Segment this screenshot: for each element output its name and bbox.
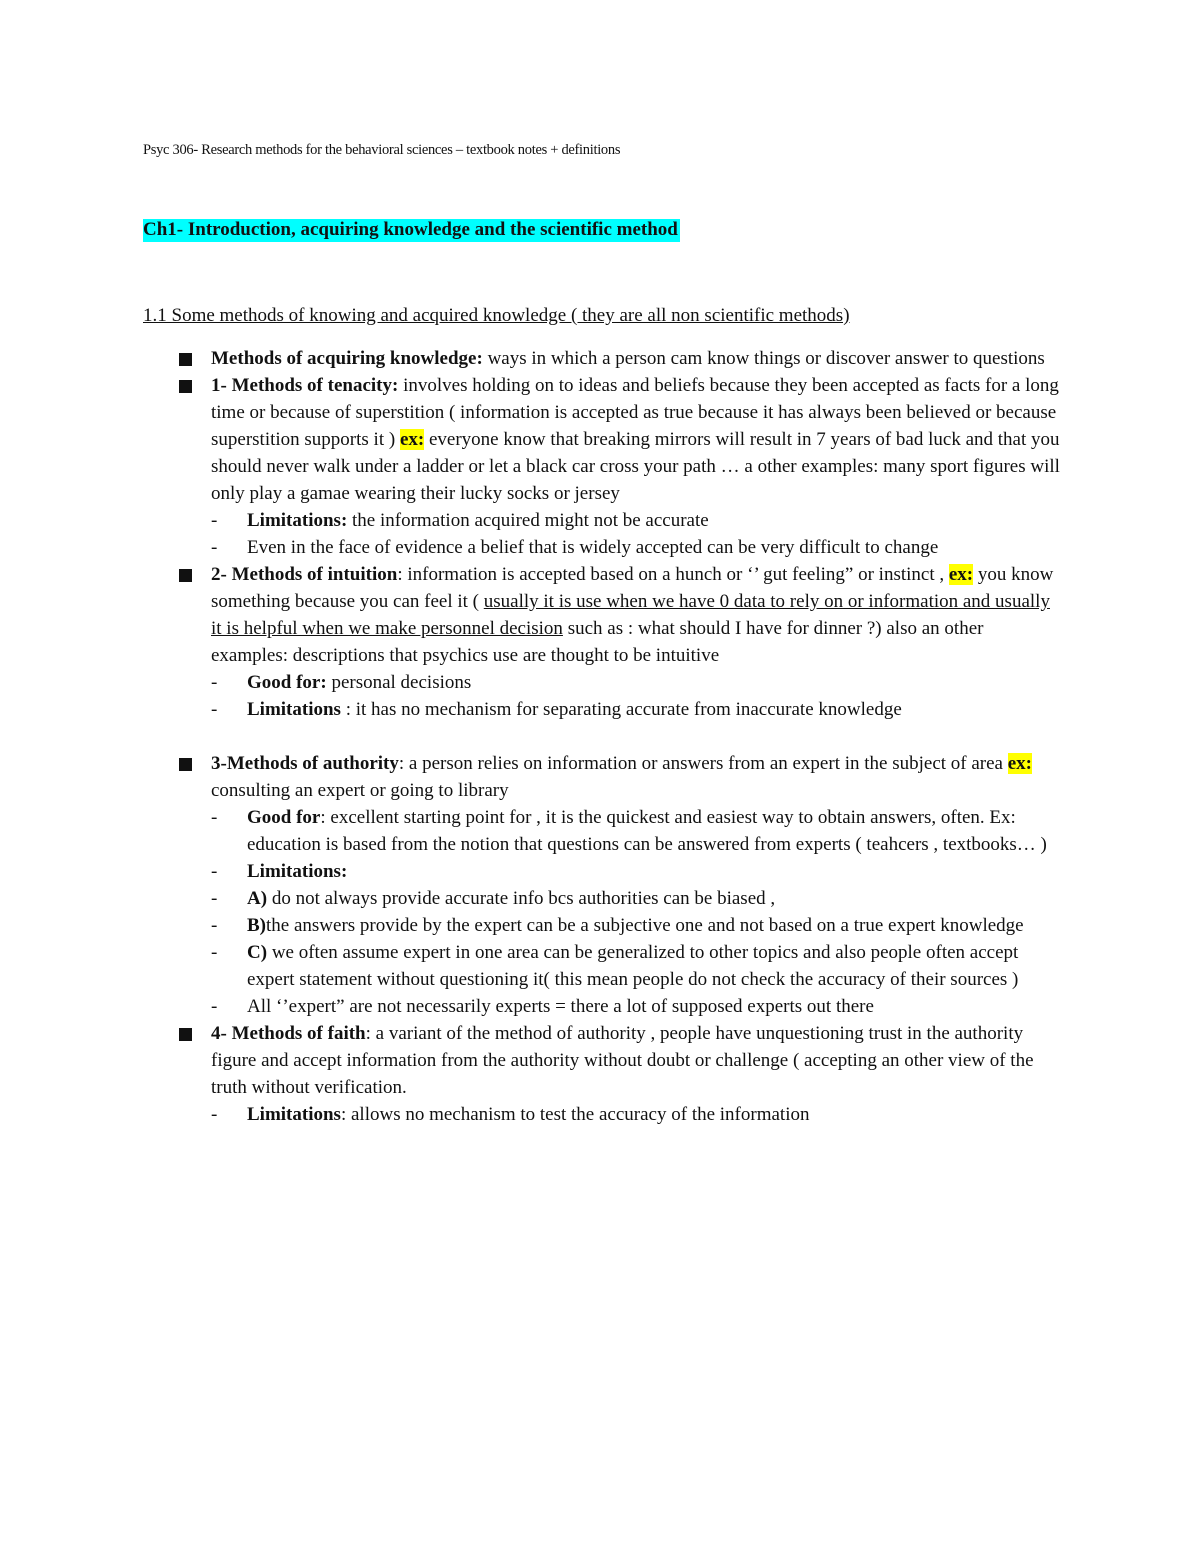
example-highlight: ex: (1007, 753, 1033, 774)
document-title: Psyc 306- Research methods for the behavioral sciences – textbook notes + definitions (143, 142, 621, 158)
chapter-heading: Ch1- Introduction, acquiring knowledge and the scientific method (143, 219, 678, 240)
example-text: everyone know that breaking mirrors will result in 7 years of bad luck and that you should never walk under a ladder or let a black car cross your path … a other examples: many sport figures will only play a gamae wearing their lucky socks or jersey (211, 429, 1060, 504)
blank-line (175, 723, 1065, 750)
term: Methods of acquiring knowledge: (211, 348, 483, 369)
sub-text: personal decisions (326, 672, 472, 693)
sub-text: Even in the face of evidence a belief that is widely accepted can be very difficult to change (247, 537, 939, 558)
section-heading: 1.1 Some methods of knowing and acquired knowledge ( they are all non scientific methods) (143, 305, 850, 326)
term: 1- Methods of tenacity: (211, 375, 399, 396)
sub-item (211, 669, 1065, 696)
sub-term: A) (247, 888, 268, 909)
sub-term: Good for (247, 807, 321, 828)
sub-term: Limitations: (247, 510, 348, 531)
square-bullet-icon (179, 758, 192, 771)
list-item (175, 561, 1065, 669)
sub-item (211, 885, 1065, 912)
definition: : a variant of the method of authority , people have unquestioning trust in the authority figure and accept information from the authority without doubt or challenge ( accepting an other view of the truth without verification. (211, 1023, 1034, 1098)
dash-bullet: - (211, 699, 218, 720)
sub-term: Limitations: (247, 861, 348, 882)
list-item (175, 372, 1065, 507)
sub-term: B) (247, 915, 266, 936)
example-highlight: ex: (948, 564, 974, 585)
sub-term: C) (247, 942, 268, 963)
dash-bullet: - (211, 888, 218, 909)
sub-text: : excellent starting point for , it is the quickest and easiest way to obtain answers, often. Ex: education is based from the notion that questions can be answered from experts ( teahcers , textbooks… ) (247, 807, 1047, 855)
sub-item (211, 507, 1065, 534)
dash-bullet: - (211, 861, 218, 882)
sub-term: Limitations (247, 699, 341, 720)
term: 2- Methods of intuition (211, 564, 398, 585)
sub-item (211, 804, 1065, 858)
term: 3-Methods of authority (211, 753, 399, 774)
sub-text: All ‘’expert” are not necessarily experts = there a lot of supposed experts out there (247, 996, 874, 1017)
dash-bullet: - (211, 672, 218, 693)
sub-text: : allows no mechanism to test the accuracy of the information (340, 1104, 810, 1125)
dash-bullet: - (211, 510, 218, 531)
dash-bullet: - (211, 996, 218, 1017)
sub-term: Limitations (247, 1104, 341, 1125)
square-bullet-icon (179, 569, 192, 582)
dash-bullet: - (211, 942, 218, 963)
sub-item (211, 912, 1065, 939)
sub-item (211, 696, 1065, 723)
sub-item (211, 993, 1065, 1020)
sub-item (211, 1101, 1065, 1128)
list-item (175, 345, 1065, 372)
term: 4- Methods of faith (211, 1023, 366, 1044)
dash-bullet: - (211, 807, 218, 828)
notes-list (175, 345, 1065, 1128)
sub-term: Good for: (247, 672, 327, 693)
definition: : information is accepted based on a hunch or ‘’ gut feeling” or instinct , (397, 564, 949, 585)
sub-text: : it has no mechanism for separating accurate from inaccurate knowledge (340, 699, 902, 720)
example-text: consulting an expert or going to library (211, 780, 509, 801)
dash-bullet: - (211, 915, 218, 936)
definition: : a person relies on information or answers from an expert in the subject of area (398, 753, 1008, 774)
underlined-text: usually it is use when we have 0 data to rely on or information and usually it is helpful when we make personnel decision (211, 591, 1050, 639)
square-bullet-icon (179, 380, 192, 393)
dash-bullet: - (211, 1104, 218, 1125)
example-highlight: ex: (399, 429, 425, 450)
definition: ways in which a person cam know things or discover answer to questions (482, 348, 1045, 369)
sub-item (211, 534, 1065, 561)
list-item (175, 750, 1065, 804)
sub-text: we often assume expert in one area can be generalized to other topics and also people often accept expert statement without questioning it( this mean people do not check the accuracy of their sources ) (247, 942, 1019, 990)
dash-bullet: - (211, 537, 218, 558)
sub-item (211, 858, 1065, 885)
definition: involves holding on to ideas and beliefs because they been accepted as facts for a long time or because of superstition ( information is accepted as true because it has always been believed or because superstition supports it ) (211, 375, 1059, 450)
sub-text: the information acquired might not be accurate (347, 510, 709, 531)
sub-text: the answers provide by the expert can be a subjective one and not based on a true expert knowledge (266, 915, 1024, 936)
square-bullet-icon (179, 1028, 192, 1041)
example-text-continued: such as : what should I have for dinner ?) also an other examples: descriptions that psychics use are thought to be intuitive (211, 618, 984, 666)
example-text: you know something because you can feel it ( (211, 564, 1054, 612)
sub-text: do not always provide accurate info bcs authorities can be biased , (267, 888, 776, 909)
list-item (175, 1020, 1065, 1101)
sub-item (211, 939, 1065, 993)
square-bullet-icon (179, 353, 192, 366)
